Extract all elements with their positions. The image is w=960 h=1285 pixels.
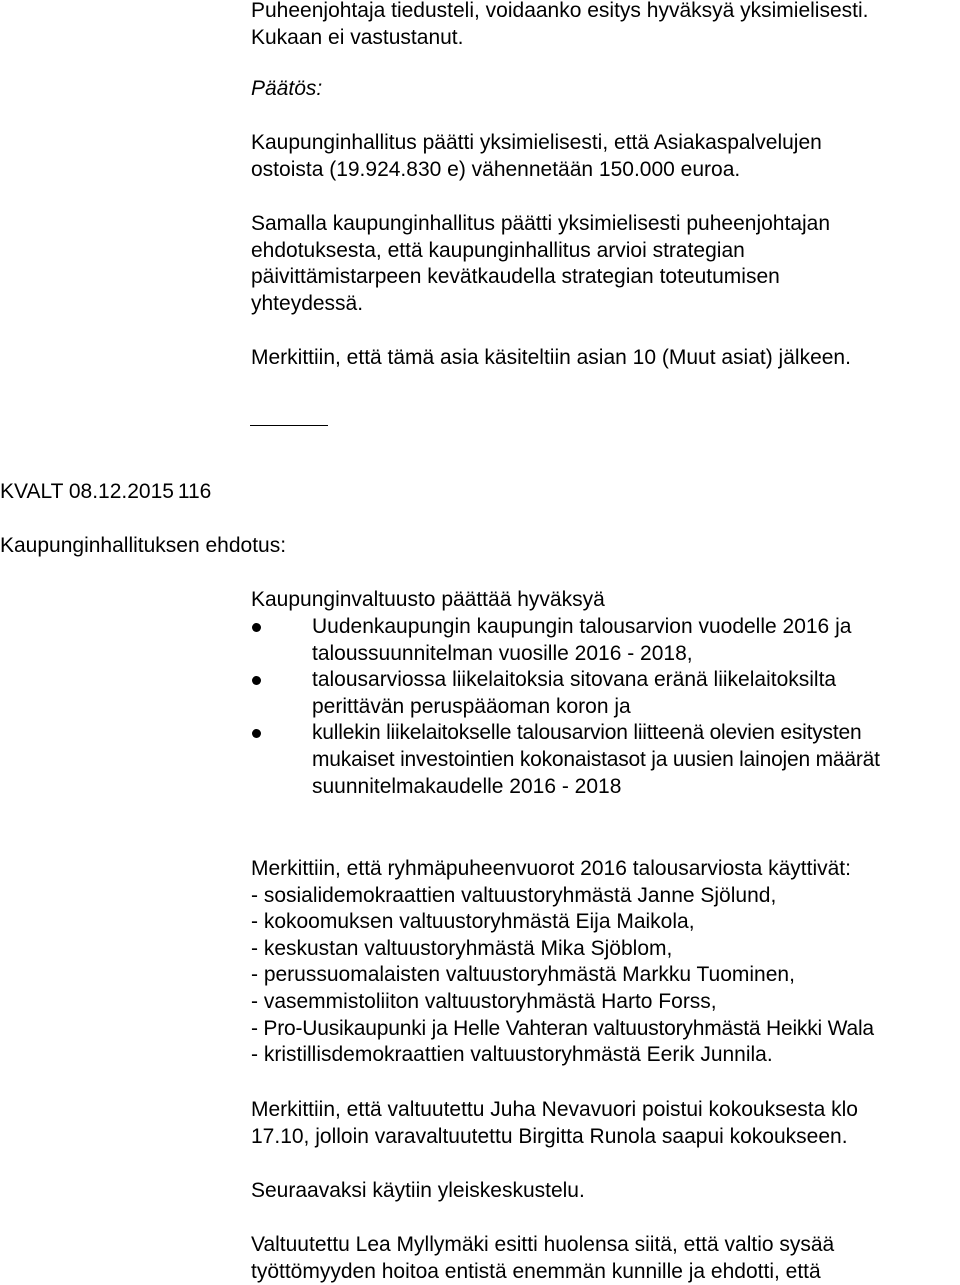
section-ref-text: KVALT 08.12.2015	[0, 480, 174, 503]
chair-inquiry-paragraph	[251, 0, 956, 51]
text-line: - kokoomuksen valtuustoryhmästä Eija Maikola,	[251, 910, 695, 934]
group-speeches-paragraph	[251, 856, 956, 1069]
proposal-intro: Kaupunginvaltuusto päättää hyväksyä	[251, 588, 605, 611]
decision-paragraph	[251, 130, 956, 183]
proposal-label: Kaupunginhallituksen ehdotus:	[0, 534, 287, 557]
text-line: - kristillisdemokraattien valtuustoryhmästä Eerik Junnila.	[251, 1043, 773, 1067]
text-line: - vasemmistoliiton valtuustoryhmästä Harto Forss,	[251, 989, 717, 1013]
section-reference	[0, 479, 211, 506]
section-number: 116	[177, 480, 212, 503]
text-line: työttömyyden hoitoa entistä enemmän kunnille ja ehdotti, että	[251, 1259, 821, 1283]
text-line: päivittämistarpeen kevätkaudella strategian toteutumisen	[251, 265, 780, 289]
text-line: mukaiset investointien kokonaistasot ja uusien lainojen määrät	[312, 747, 880, 771]
text-line: Puheenjohtaja tiedusteli, voidaanko esitys hyväksyä yksimielisesti.	[251, 0, 869, 22]
text-line: Valtuutettu Lea Myllymäki esitti huolensa siitä, että valtio sysää	[251, 1233, 835, 1256]
list-item	[251, 720, 960, 800]
decision-paragraph-strategy	[251, 211, 956, 317]
list-item	[251, 667, 960, 720]
text-line: talousarviossa liikelaitoksia sitovana eränä liikelaitoksilta	[312, 668, 837, 692]
section-divider	[250, 425, 328, 426]
text-line: yhteydessä.	[251, 291, 364, 315]
text-line: - sosialidemokraattien valtuustoryhmästä Janne Sjölund,	[251, 883, 777, 907]
text-line: ostoista (19.924.830 e) vähennetään 150.000 euroa.	[251, 157, 741, 181]
text-line: Merkittiin, että valtuutettu Juha Nevavuori poistui kokouksesta klo	[251, 1098, 858, 1121]
decision-note: Merkittiin, että tämä asia käsiteltiin asian 10 (Muut asiat) jälkeen.	[251, 346, 851, 369]
text-line: Uudenkaupungin kaupungin talousarvion vuodelle 2016 ja	[312, 615, 852, 638]
bullet-icon	[252, 729, 261, 738]
text-line: kullekin liikelaitokselle talousarvion liitteenä olevien esitysten	[312, 721, 862, 745]
proposal-bullet-list	[251, 614, 960, 800]
text-line: perittävän peruspääoman koron ja	[312, 694, 631, 718]
text-line: - perussuomalaisten valtuustoryhmästä Markku Tuominen,	[251, 963, 795, 987]
text-line: - keskustan valtuustoryhmästä Mika Sjöblom,	[251, 936, 673, 960]
attendance-paragraph	[251, 1097, 956, 1150]
text-line: Samalla kaupunginhallitus päätti yksimielisesti puheenjohtajan	[251, 212, 831, 235]
text-line: Kukaan ei vastustanut.	[251, 25, 464, 49]
bullet-icon	[252, 623, 261, 632]
text-line: taloussuunnitelman vuosille 2016 - 2018,	[312, 641, 693, 665]
bullet-icon	[252, 676, 261, 685]
text-line: - Pro-Uusikaupunki ja Helle Vahteran valtuustoryhmästä Heikki Wala	[251, 1016, 874, 1040]
text-line: ehdotuksesta, että kaupunginhallitus arvioi strategian	[251, 238, 745, 262]
text-line: 17.10, jolloin varavaltuutettu Birgitta Runola saapui kokoukseen.	[251, 1124, 848, 1148]
decision-heading: Päätös:	[251, 77, 323, 100]
text-line: Kaupunginhallitus päätti yksimielisesti, että Asiakaspalvelujen	[251, 131, 822, 154]
text-line: Merkittiin, että ryhmäpuheenvuorot 2016 talousarviosta käyttivät:	[251, 857, 851, 880]
text-line: suunnitelmakaudelle 2016 - 2018	[312, 774, 622, 798]
final-paragraph	[251, 1232, 956, 1285]
general-discussion-note: Seuraavaksi käytiin yleiskeskustelu.	[251, 1179, 585, 1202]
list-item	[251, 614, 960, 667]
